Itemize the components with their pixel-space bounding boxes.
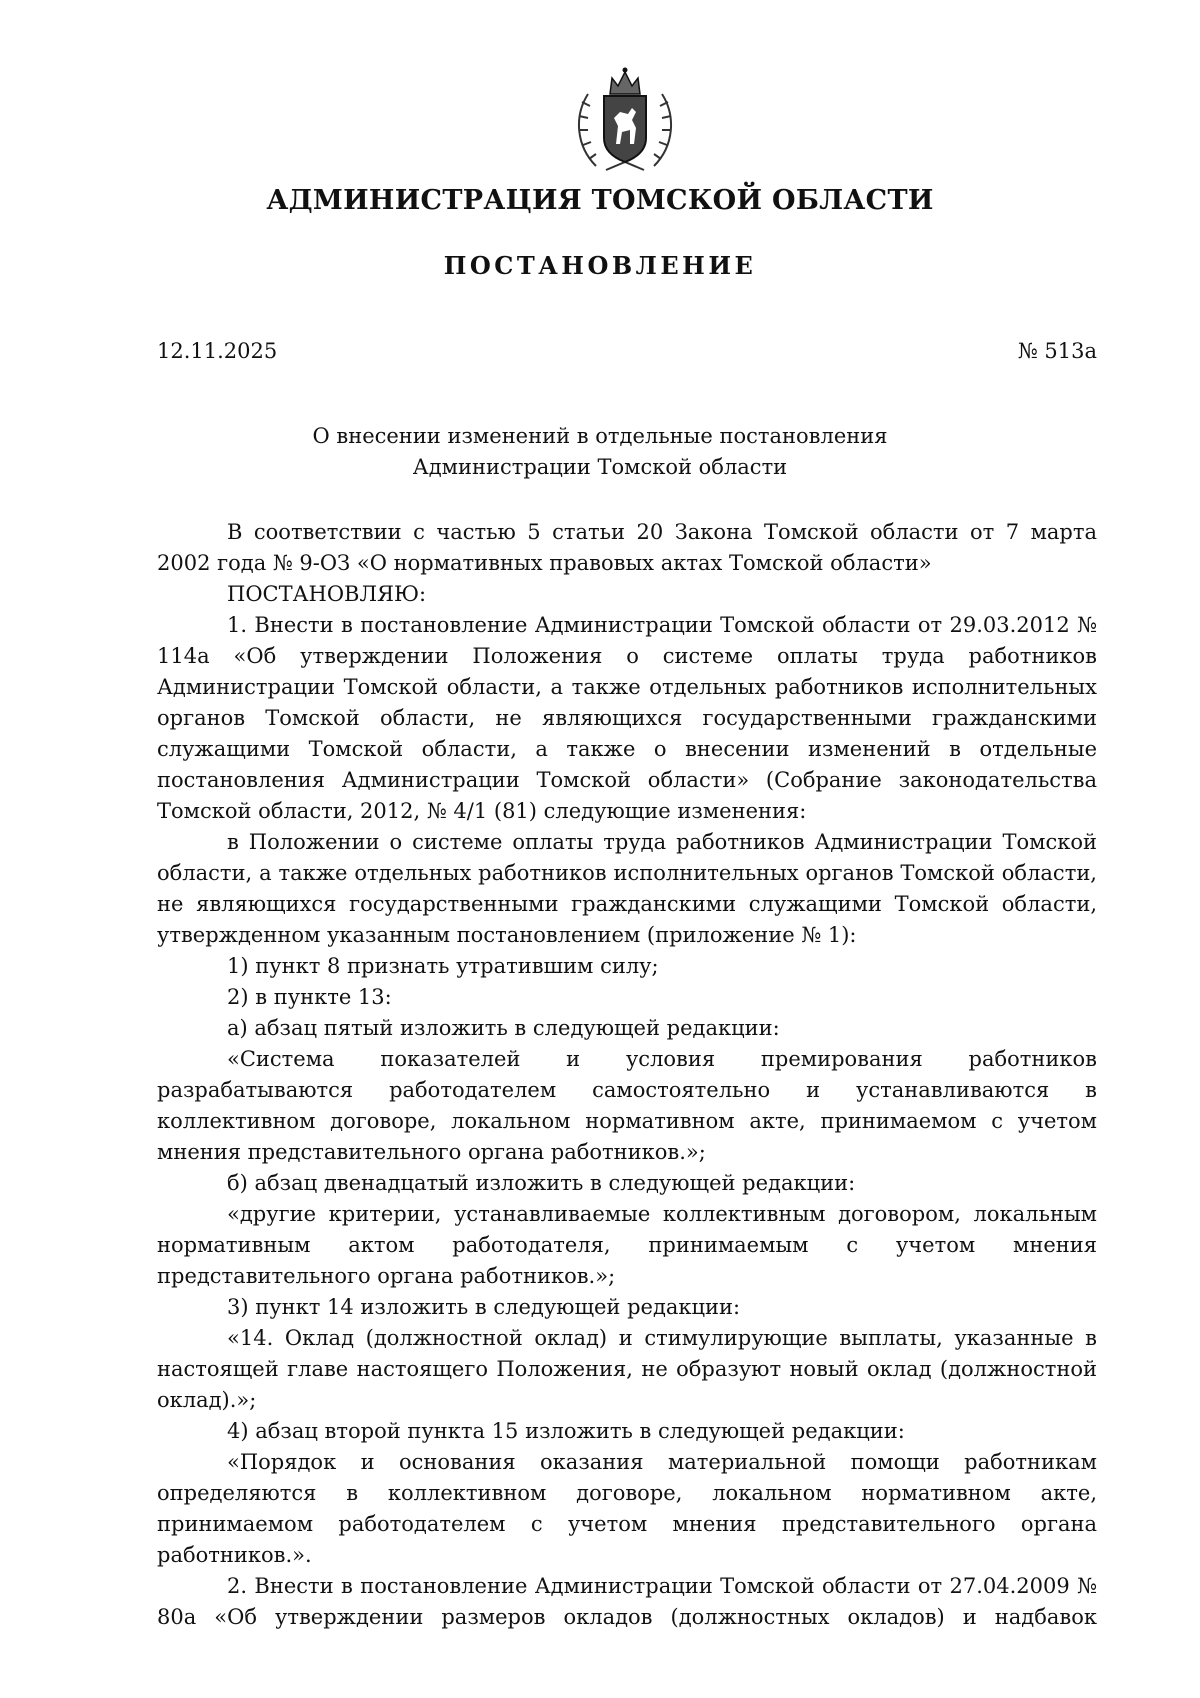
paragraph-preamble: В соответствии с частью 5 статьи 20 Закона Томской области от 7 марта 2002 года № 9-ОЗ «О нормативных правовых актах Томской области»	[157, 520, 1097, 575]
document-date: 12.11.2025	[157, 339, 278, 363]
document-subject	[160, 421, 1040, 483]
document-number: № 513а	[1017, 339, 1097, 363]
document-type-title: ПОСТАНОВЛЕНИЕ	[443, 251, 757, 280]
paragraph-subitem-1: 1) пункт 8 признать утратившим силу;	[227, 954, 659, 978]
document-body	[157, 517, 1097, 1633]
paragraph-subitem-2a: а) абзац пятый изложить в следующей редакции:	[227, 1016, 780, 1040]
paragraph-subitem-3: 3) пункт 14 изложить в следующей редакции:	[227, 1295, 741, 1319]
paragraph-subitem-4: 4) абзац второй пункта 15 изложить в следующей редакции:	[227, 1419, 905, 1443]
paragraph-subitem-2: 2) в пункте 13:	[227, 985, 392, 1009]
paragraph-quote-2b: «другие критерии, устанавливаемые коллективным договором, локальным нормативным актом работодателя, принимаемым с учетом мнения представительного органа работников.»;	[157, 1202, 1097, 1288]
organization-title: АДМИНИСТРАЦИЯ ТОМСКОЙ ОБЛАСТИ	[266, 185, 934, 216]
paragraph-subitem-2b: б) абзац двенадцатый изложить в следующей редакции:	[227, 1171, 856, 1195]
paragraph-quote-4: «Порядок и основания оказания материальной помощи работникам определяются в коллективном договоре, локальном нормативном акте, принимаемом работодателем с учетом мнения представительного органа работников.».	[157, 1450, 1097, 1567]
paragraph-item-2: 2. Внести в постановление Администрации Томской области от 27.04.2009 № 80а «Об утверждении размеров окладов (должностных окладов) и надбавок	[157, 1574, 1097, 1629]
paragraph-quote-2a: «Система показателей и условия премирования работников разрабатываются работодателем самостоятельно и устанавливаются в коллективном договоре, локальном нормативном акте, принимаемом с учетом мнения представительного органа работников.»;	[157, 1047, 1097, 1164]
paragraph-regulation: в Положении о системе оплаты труда работников Администрации Томской области, а также отдельных работников исполнительных органов Томской области, не являющихся государственными гражданскими служащими Томской области, утвержденном указанным постановлением (приложение № 1):	[157, 830, 1097, 947]
paragraph-item-1: 1. Внести в постановление Администрации Томской области от 29.03.2012 № 114а «Об утверждении Положения о системе оплаты труда работников Администрации Томской области, а также отдельных работников исполнительных органов Томской области, не являющихся государственными гражданскими служащими Томской области, а также о внесении изменений в отдельные постановления Администрации Томской области» (Собрание законодательства Томской области, 2012, № 4/1 (81) следующие изменения:	[157, 613, 1097, 823]
subject-line-2: Администрации Томской области	[412, 455, 788, 479]
paragraph-quote-3: «14. Оклад (должностной оклад) и стимулирующие выплаты, указанные в настоящей главе настоящего Положения, не образуют новый оклад (должностной оклад).»;	[157, 1326, 1097, 1412]
subject-line-1: О внесении изменений в отдельные постановления	[312, 424, 888, 448]
paragraph-resolve: ПОСТАНОВЛЯЮ:	[227, 582, 427, 606]
tomsk-coat-of-arms-icon	[566, 66, 684, 178]
